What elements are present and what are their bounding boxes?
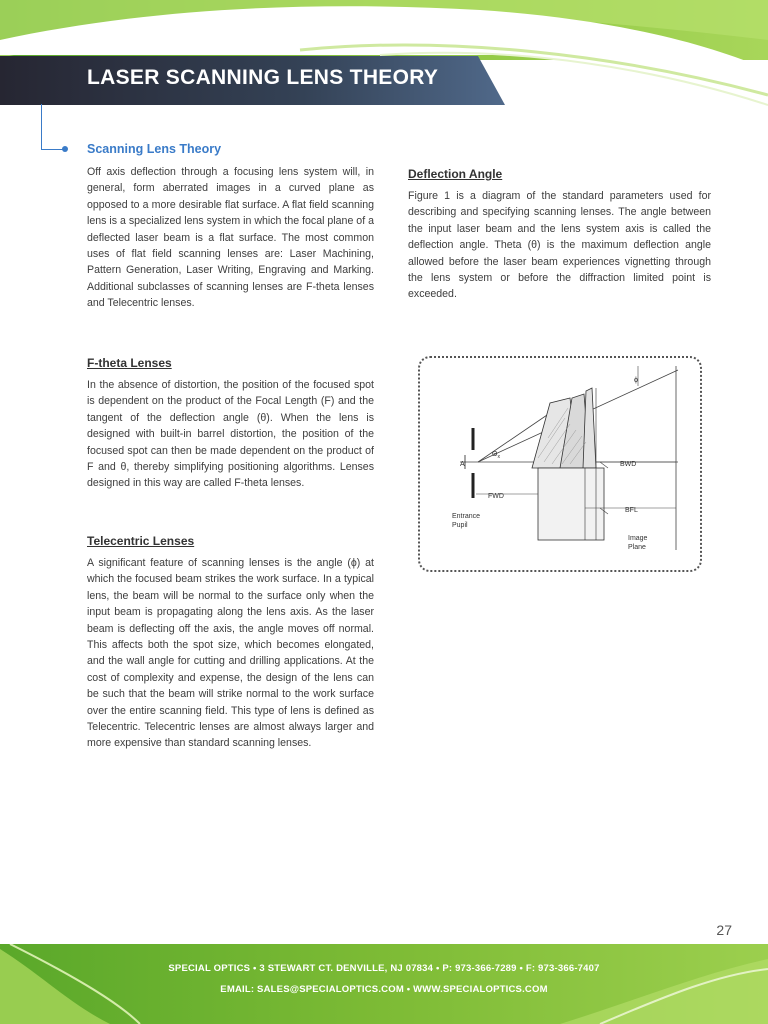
lens-diagram-figure <box>418 356 702 572</box>
lens-element-3 <box>583 388 596 468</box>
bullet-dot <box>62 146 68 152</box>
intro-paragraph: Off axis deflection through a focusing lens system will, in general, form aberrated images in a curved plane as opposed to a more desirable flat surface. A flat field scanning lens is a specialized lens system in which the focal plane of a deflected laser beam is a flat surface. The most common uses of flat field scanning lenses are: Laser Machining, Pattern Generation, Laser Writing, Engraving and Marking. Additional subclasses of scanning lenses are F-theta lenses and Telecentric lenses. <box>87 166 374 310</box>
footer-contact-line: SPECIAL OPTICS • 3 STEWART CT. DENVILLE, NJ 07834 • P: 973-366-7289 • F: 973-366-7407 <box>168 963 600 974</box>
a-label: A <box>460 461 465 468</box>
phi-label: ϕ <box>634 377 638 384</box>
lens-barrel <box>538 468 604 540</box>
bracket-line <box>41 104 42 149</box>
theta-label: $\Theta_x$ <box>492 451 500 460</box>
fwd-label: FWD <box>488 493 504 500</box>
deflection-paragraph: Figure 1 is a diagram of the standard parameters used for describing and specifying scanning lenses. The angle between the input laser beam and the lens system axis is called the deflection angle. Theta (θ) is the maximum deflection angle allowed before the laser beam experiences vignetting through the lens system or before the diffraction limited point is exceeded. <box>408 190 711 301</box>
ftheta-paragraph: In the absence of distortion, the position of the focused spot is dependent on the product of the Focal Length (F) and the tangent of the deflection angle (θ). When the lens is designed with built-in barrel distortion, the position of the focused spot can then be made dependent on the product of F and θ, thereby simplifying positioning algorithms. Lenses designed in this way are called F-theta lenses. <box>87 379 374 490</box>
plane-label: Plane <box>628 544 646 551</box>
telecentric-paragraph: A significant feature of scanning lenses is the angle (ϕ) at which the focused beam strikes the work surface. In a typical lens, the beam will be normal to the surface only when the input beam is propagating along the lens axis. As the laser beam is deflecting off the axis, the angle moves off normal. This affects both the spot size, which becomes elongated, and the wall angle for cutting and drilling applications. At the cost of complexity and expense, the design of the lens can be such that the beam will strike normal to the work surface over the entire scanning field. This type of lens is defined as Telecentric. Telecentric lenses are almost always larger and more expensive than standard scanning lenses. <box>87 557 374 750</box>
bfl-label: BFL <box>625 507 638 514</box>
telecentric-heading: Telecentric Lenses <box>87 534 195 548</box>
bwd-label: BWD <box>620 461 637 468</box>
entrance-label: Entrance <box>452 513 481 520</box>
footer-web-line: EMAIL: SALES@SPECIALOPTICS.COM • WWW.SPECIALOPTICS.COM <box>220 984 548 995</box>
section-title: Scanning Lens Theory <box>87 142 222 156</box>
page-title: LASER SCANNING LENS THEORY <box>87 66 439 89</box>
deflection-heading: Deflection Angle <box>408 167 503 181</box>
lens-diagram <box>420 358 704 574</box>
ftheta-heading: F-theta Lenses <box>87 356 172 370</box>
bwd-break <box>600 462 608 468</box>
image-label: Image <box>628 535 648 542</box>
bracket-connector <box>41 149 63 150</box>
pupil-label: Pupil <box>452 522 468 529</box>
page-number: 27 <box>716 922 732 938</box>
